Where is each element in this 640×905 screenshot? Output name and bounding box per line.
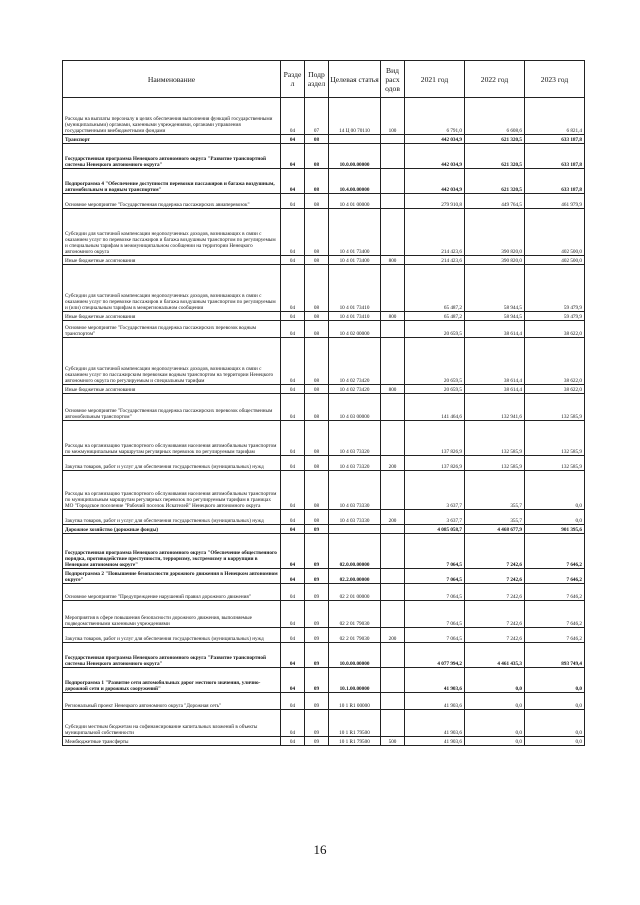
row-amount-2022: 7 242,6 [465, 534, 525, 569]
row-name: Региональный проект Ненецкого автономного округа "Дорожная сеть" [63, 693, 281, 710]
row-expense-type: 800 [381, 385, 405, 394]
row-podrazdel: 08 [305, 394, 329, 421]
column-header-2021: 2021 год [405, 61, 465, 98]
table-row [63, 693, 585, 710]
row-razdel: 04 [281, 710, 305, 737]
row-amount-2021: 137 826,9 [405, 456, 465, 471]
table-row [63, 194, 585, 209]
row-target-article: 10 1 R1 79500 [329, 737, 381, 746]
row-amount-2021: 41 903,6 [405, 737, 465, 746]
row-amount-2022: 38 614,4 [465, 338, 525, 385]
table-row [63, 385, 585, 394]
row-amount-2022: 6 608,6 [465, 98, 525, 135]
row-name: Мероприятия в сфере повышения безопасности дорожного движения, выполняемые подведомственными казенными учреждениями [63, 601, 281, 628]
row-target-article: 10 4 01 00000 [329, 194, 381, 209]
row-amount-2021: 3 637,7 [405, 510, 465, 525]
row-podrazdel: 09 [305, 584, 329, 601]
row-amount-2023: 59 479,9 [525, 265, 585, 312]
row-amount-2021: 137 826,9 [405, 421, 465, 456]
row-target-article: 10 4 03 00000 [329, 394, 381, 421]
row-expense-type: 200 [381, 510, 405, 525]
row-expense-type [381, 144, 405, 169]
table-row [63, 643, 585, 668]
row-podrazdel: 09 [305, 693, 329, 710]
row-amount-2023: 633 187,8 [525, 135, 585, 144]
row-amount-2023: 0,0 [525, 693, 585, 710]
row-amount-2022: 7 242,6 [465, 628, 525, 643]
row-amount-2021: 4 077 994,2 [405, 643, 465, 668]
row-amount-2021: 442 034,9 [405, 169, 465, 194]
row-amount-2021: 214 423,6 [405, 209, 465, 256]
table-row [63, 534, 585, 569]
row-amount-2023: 402 500,0 [525, 256, 585, 265]
row-target-article: 10 4 03 73320 [329, 456, 381, 471]
row-razdel: 04 [281, 510, 305, 525]
table-row [63, 710, 585, 737]
row-amount-2021: 7 064,5 [405, 601, 465, 628]
row-expense-type [381, 693, 405, 710]
table-row [63, 510, 585, 525]
table-row [63, 209, 585, 256]
table-body [63, 98, 585, 746]
row-razdel: 04 [281, 98, 305, 135]
row-razdel: 04 [281, 668, 305, 693]
table-row [63, 312, 585, 321]
row-amount-2021: 7 064,5 [405, 569, 465, 584]
table-row [63, 169, 585, 194]
row-target-article: 10.1.00.00000 [329, 668, 381, 693]
budget-table [62, 60, 585, 746]
row-podrazdel: 09 [305, 601, 329, 628]
row-expense-type: 200 [381, 456, 405, 471]
table-row [63, 421, 585, 456]
row-podrazdel: 09 [305, 628, 329, 643]
row-amount-2022: 58 944,5 [465, 312, 525, 321]
row-name: Расходы на выплаты персоналу в целях обеспечения выполнения функций государственными (муниципальными) органами, казенными учреждениями, органами управления государственными внебюджетными фондами [63, 98, 281, 135]
row-target-article: 10 4 01 73410 [329, 312, 381, 321]
row-amount-2023: 901 395,6 [525, 525, 585, 534]
row-amount-2023: 0,0 [525, 710, 585, 737]
row-target-article: 02 2 01 00000 [329, 584, 381, 601]
row-name: Основное мероприятие "Предупреждение нарушений правил дорожного движения" [63, 584, 281, 601]
row-podrazdel: 08 [305, 321, 329, 338]
row-amount-2022: 132 585,9 [465, 456, 525, 471]
row-podrazdel: 09 [305, 525, 329, 534]
table-header-row [63, 61, 585, 98]
row-name: Основное мероприятие "Государственная поддержка пассажирских перевозок водным транспортом" [63, 321, 281, 338]
row-target-article: 10 4 03 73330 [329, 510, 381, 525]
row-target-article: 10 1 R1 00000 [329, 693, 381, 710]
row-amount-2022: 390 820,0 [465, 209, 525, 256]
row-razdel: 04 [281, 209, 305, 256]
row-amount-2022: 449 764,5 [465, 194, 525, 209]
row-expense-type: 800 [381, 312, 405, 321]
row-amount-2023: 132 585,9 [525, 394, 585, 421]
row-target-article: 02.2.00.00000 [329, 569, 381, 584]
table-row [63, 525, 585, 534]
row-razdel: 04 [281, 321, 305, 338]
row-amount-2021: 41 903,6 [405, 668, 465, 693]
row-razdel: 04 [281, 534, 305, 569]
table-row [63, 256, 585, 265]
row-name: Основное мероприятие "Государственная поддержка пассажирских авиаперевозок" [63, 194, 281, 209]
row-amount-2023: 7 646,2 [525, 628, 585, 643]
row-podrazdel: 08 [305, 456, 329, 471]
row-razdel: 04 [281, 265, 305, 312]
row-amount-2023: 132 585,9 [525, 421, 585, 456]
row-target-article: 10 4 02 73420 [329, 385, 381, 394]
row-razdel: 04 [281, 338, 305, 385]
row-amount-2021: 442 034,9 [405, 135, 465, 144]
row-target-article: 02 2 01 79030 [329, 628, 381, 643]
row-name: Закупка товаров, работ и услуг для обеспечения государственных (муниципальных) нужд [63, 510, 281, 525]
row-expense-type: 100 [381, 98, 405, 135]
table-row [63, 98, 585, 135]
row-amount-2023: 402 500,0 [525, 209, 585, 256]
table-row [63, 628, 585, 643]
row-amount-2021: 41 903,6 [405, 710, 465, 737]
row-amount-2022: 621 320,5 [465, 135, 525, 144]
row-amount-2021: 65 487,2 [405, 265, 465, 312]
row-amount-2022: 4 468 677,9 [465, 525, 525, 534]
row-expense-type [381, 668, 405, 693]
row-amount-2022: 390 820,0 [465, 256, 525, 265]
table-row [63, 601, 585, 628]
row-amount-2022: 4 461 435,3 [465, 643, 525, 668]
row-amount-2022: 7 242,6 [465, 584, 525, 601]
row-razdel: 04 [281, 456, 305, 471]
row-amount-2021: 20 659,5 [405, 385, 465, 394]
row-expense-type [381, 569, 405, 584]
row-razdel: 04 [281, 421, 305, 456]
row-podrazdel: 08 [305, 135, 329, 144]
row-target-article: 10 4 01 73400 [329, 209, 381, 256]
row-name: Иные бюджетные ассигнования [63, 312, 281, 321]
row-target-article: 10 4 02 00000 [329, 321, 381, 338]
row-expense-type [381, 169, 405, 194]
table-row [63, 471, 585, 510]
table-row [63, 584, 585, 601]
row-podrazdel: 09 [305, 534, 329, 569]
row-razdel: 04 [281, 628, 305, 643]
table-row [63, 668, 585, 693]
row-expense-type: 800 [381, 256, 405, 265]
row-podrazdel: 09 [305, 668, 329, 693]
row-name: Закупка товаров, работ и услуг для обеспечения государственных (муниципальных) нужд [63, 628, 281, 643]
row-amount-2021: 20 659,5 [405, 338, 465, 385]
row-podrazdel: 07 [305, 98, 329, 135]
row-expense-type [381, 710, 405, 737]
row-amount-2023: 0,0 [525, 668, 585, 693]
row-target-article: 10 4 01 73410 [329, 265, 381, 312]
row-podrazdel: 08 [305, 194, 329, 209]
row-amount-2021: 7 064,5 [405, 584, 465, 601]
row-podrazdel: 08 [305, 209, 329, 256]
row-amount-2022: 0,0 [465, 737, 525, 746]
row-name: Подпрограмма 2 "Повышение безопасности дорожного движения в Ненецком автономном округе" [63, 569, 281, 584]
row-amount-2022: 132 585,9 [465, 421, 525, 456]
row-podrazdel: 08 [305, 385, 329, 394]
row-name: Иные бюджетные ассигнования [63, 256, 281, 265]
row-razdel: 04 [281, 525, 305, 534]
row-podrazdel: 08 [305, 256, 329, 265]
row-expense-type [381, 321, 405, 338]
row-name: Межбюджетные трансферты [63, 737, 281, 746]
row-name: Субсидии местным бюджетам на софинансирование капитальных вложений в объекты муниципальной собственности [63, 710, 281, 737]
row-name: Транспорт [63, 135, 281, 144]
row-amount-2022: 38 614,4 [465, 385, 525, 394]
column-header-name: Наименование [63, 61, 281, 98]
row-target-article [329, 135, 381, 144]
row-expense-type: 500 [381, 737, 405, 746]
row-expense-type [381, 394, 405, 421]
table-row [63, 394, 585, 421]
row-podrazdel: 08 [305, 471, 329, 510]
row-amount-2022: 0,0 [465, 693, 525, 710]
row-podrazdel: 08 [305, 312, 329, 321]
row-target-article: 14 Ц 00 70110 [329, 98, 381, 135]
row-razdel: 04 [281, 569, 305, 584]
row-expense-type [381, 534, 405, 569]
row-expense-type [381, 525, 405, 534]
row-name: Закупка товаров, работ и услуг для обеспечения государственных (муниципальных) нужд [63, 456, 281, 471]
row-name: Расходы на организацию транспортного обслуживания населения автомобильным транспортом по муниципальным маршрутам регулярных перевозок по регулируемым тарифам в границах МО "Городское поселение "Рабочий поселок Искателей" Ненецкого автономного округа [63, 471, 281, 510]
row-razdel: 04 [281, 584, 305, 601]
row-amount-2021: 20 659,5 [405, 321, 465, 338]
row-target-article: 02 2 01 79030 [329, 601, 381, 628]
row-amount-2022: 132 941,6 [465, 394, 525, 421]
row-name: Расходы на организацию транспортного обслуживания населения автомобильным транспортом по межмуниципальным маршрутам регулярных перевозок по регулируемым тарифам [63, 421, 281, 456]
row-amount-2022: 621 320,5 [465, 144, 525, 169]
row-amount-2023: 7 646,2 [525, 584, 585, 601]
row-amount-2023: 0,0 [525, 510, 585, 525]
row-podrazdel: 09 [305, 710, 329, 737]
row-amount-2023: 0,0 [525, 737, 585, 746]
row-expense-type [381, 421, 405, 456]
row-amount-2023: 0,0 [525, 471, 585, 510]
table-row [63, 338, 585, 385]
row-amount-2022: 0,0 [465, 668, 525, 693]
row-amount-2022: 7 242,6 [465, 601, 525, 628]
row-amount-2023: 7 646,2 [525, 569, 585, 584]
table-row [63, 265, 585, 312]
row-amount-2023: 38 622,0 [525, 385, 585, 394]
table-row [63, 456, 585, 471]
row-expense-type: 200 [381, 628, 405, 643]
row-name: Субсидии для частичной компенсации недополученных доходов, возникающих в связи с оказанием услуг по перевозке пассажиров и багажа воздушным транспортом по регулируемым и специальным тарифам в межмуниципальном сообщении на территории Ненецкого автономного округа [63, 209, 281, 256]
row-amount-2021: 214 423,6 [405, 256, 465, 265]
row-podrazdel: 08 [305, 510, 329, 525]
page-number: 16 [313, 842, 327, 857]
row-razdel: 04 [281, 135, 305, 144]
column-header-2023: 2023 год [525, 61, 585, 98]
row-podrazdel: 08 [305, 169, 329, 194]
row-razdel: 04 [281, 385, 305, 394]
table-row [63, 135, 585, 144]
row-razdel: 04 [281, 312, 305, 321]
row-podrazdel: 08 [305, 265, 329, 312]
row-name: Подпрограмма 1 "Развитие сети автомобильных дорог местного значения, улично-дорожной сети и дорожных сооружений" [63, 668, 281, 693]
row-podrazdel: 09 [305, 737, 329, 746]
row-amount-2022: 621 320,5 [465, 169, 525, 194]
row-target-article: 10 1 R1 79500 [329, 710, 381, 737]
row-target-article: 10.0.00.00000 [329, 144, 381, 169]
row-amount-2023: 59 479,9 [525, 312, 585, 321]
row-amount-2022: 355,7 [465, 510, 525, 525]
row-name: Субсидии для частичной компенсации недополученных доходов, возникающих в связи с оказанием услуг по пассажирским перевозкам водным транспортом на территории Ненецкого автономного округа по регулируемым и специальным тарифам [63, 338, 281, 385]
row-amount-2021: 279 910,8 [405, 194, 465, 209]
row-amount-2021: 65 487,2 [405, 312, 465, 321]
row-amount-2021: 6 791,0 [405, 98, 465, 135]
row-amount-2021: 4 085 058,7 [405, 525, 465, 534]
row-target-article: 10.4.00.00000 [329, 169, 381, 194]
row-amount-2022: 58 944,5 [465, 265, 525, 312]
row-expense-type [381, 601, 405, 628]
row-name: Государственная программа Ненецкого автономного округа "Обеспечение общественного порядка, противодействие преступности, терроризму, экстремизму и коррупции в Ненецком автономном округе" [63, 534, 281, 569]
row-expense-type [381, 209, 405, 256]
row-target-article: 10.0.00.00000 [329, 643, 381, 668]
row-amount-2023: 7 646,2 [525, 534, 585, 569]
row-expense-type [381, 338, 405, 385]
column-header-podrazdel: Подр аздел [305, 61, 329, 98]
row-expense-type [381, 194, 405, 209]
row-razdel: 04 [281, 471, 305, 510]
row-podrazdel: 08 [305, 338, 329, 385]
table-row [63, 569, 585, 584]
column-header-expense-type: Вид расх одов [381, 61, 405, 98]
row-amount-2023: 38 622,0 [525, 321, 585, 338]
table-row [63, 737, 585, 746]
row-name: Государственная программа Ненецкого автономного округа "Развитие транспортной системы Ненецкого автономного округа" [63, 144, 281, 169]
row-podrazdel: 09 [305, 643, 329, 668]
row-amount-2021: 41 903,6 [405, 693, 465, 710]
column-header-razdel: Разде л [281, 61, 305, 98]
row-amount-2023: 6 821,4 [525, 98, 585, 135]
row-podrazdel: 09 [305, 569, 329, 584]
row-amount-2021: 7 064,5 [405, 534, 465, 569]
column-header-2022: 2022 год [465, 61, 525, 98]
row-amount-2021: 141 464,6 [405, 394, 465, 421]
row-razdel: 04 [281, 194, 305, 209]
row-name: Основное мероприятие "Государственная поддержка пассажирских перевозок общественным автомобильным транспортом" [63, 394, 281, 421]
row-name: Дорожное хозяйство (дорожные фонды) [63, 525, 281, 534]
row-target-article: 10 4 03 73330 [329, 471, 381, 510]
row-amount-2021: 7 064,5 [405, 628, 465, 643]
row-expense-type [381, 584, 405, 601]
row-razdel: 04 [281, 601, 305, 628]
row-name: Подпрограмма 4 "Обеспечение доступности перевозки пассажиров и багажа воздушным, автомобильным и водным транспортом" [63, 169, 281, 194]
row-amount-2023: 132 585,9 [525, 456, 585, 471]
row-razdel: 04 [281, 643, 305, 668]
row-amount-2023: 38 622,0 [525, 338, 585, 385]
row-name: Иные бюджетные ассигнования [63, 385, 281, 394]
row-amount-2023: 893 749,4 [525, 643, 585, 668]
row-expense-type [381, 471, 405, 510]
row-amount-2023: 633 187,8 [525, 169, 585, 194]
row-razdel: 04 [281, 737, 305, 746]
row-name: Субсидии для частичной компенсации недополученных доходов, возникающих в связи с оказанием услуг по перевозке пассажиров и багажа воздушным транспортом по регулируемым и (или) специальным тарифам в межрегиональном сообщении [63, 265, 281, 312]
table-row [63, 144, 585, 169]
row-amount-2021: 442 034,9 [405, 144, 465, 169]
row-expense-type [381, 265, 405, 312]
row-target-article: 10 4 03 73320 [329, 421, 381, 456]
row-amount-2023: 633 187,8 [525, 144, 585, 169]
row-razdel: 04 [281, 693, 305, 710]
row-amount-2022: 7 242,6 [465, 569, 525, 584]
row-expense-type [381, 643, 405, 668]
row-razdel: 04 [281, 394, 305, 421]
row-target-article: 02.0.00.00000 [329, 534, 381, 569]
row-razdel: 04 [281, 256, 305, 265]
row-podrazdel: 08 [305, 144, 329, 169]
row-amount-2023: 7 646,2 [525, 601, 585, 628]
row-amount-2022: 0,0 [465, 710, 525, 737]
row-razdel: 04 [281, 169, 305, 194]
row-razdel: 04 [281, 144, 305, 169]
row-amount-2022: 355,7 [465, 471, 525, 510]
row-amount-2022: 38 614,4 [465, 321, 525, 338]
row-expense-type [381, 135, 405, 144]
row-name: Государственная программа Ненецкого автономного округа "Развитие транспортной системы Ненецкого автономного округа" [63, 643, 281, 668]
row-podrazdel: 08 [305, 421, 329, 456]
column-header-target-article: Целевая статья [329, 61, 381, 98]
row-target-article: 10 4 02 73420 [329, 338, 381, 385]
row-amount-2023: 461 979,9 [525, 194, 585, 209]
row-target-article [329, 525, 381, 534]
row-amount-2021: 3 637,7 [405, 471, 465, 510]
row-target-article: 10 4 01 73400 [329, 256, 381, 265]
table-row [63, 321, 585, 338]
